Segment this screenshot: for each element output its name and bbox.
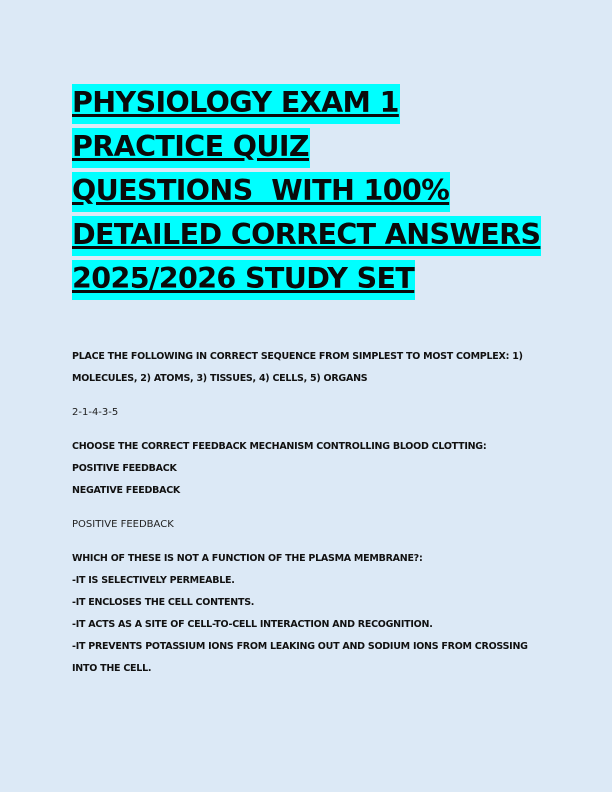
question-1-line-2: MOLECULES, 2) ATOMS, 3) TISSUES, 4) CELLS, 5) ORGANS bbox=[72, 373, 368, 384]
answer-1: 2-1-4-3-5 bbox=[72, 407, 119, 418]
question-2-line-1: CHOOSE THE CORRECT FEEDBACK MECHANISM CONTROLLING BLOOD CLOTTING: bbox=[72, 441, 487, 452]
title-line-text: QUESTIONS WITH 100% bbox=[72, 172, 450, 212]
title-line-text: PRACTICE QUIZ bbox=[72, 128, 310, 168]
question-3-line-1: WHICH OF THESE IS NOT A FUNCTION OF THE PLASMA MEMBRANE?: bbox=[72, 553, 423, 564]
answer-2: POSITIVE FEEDBACK bbox=[72, 519, 174, 530]
question-3-option-3: -IT ACTS AS A SITE OF CELL-TO-CELL INTERACTION AND RECOGNITION. bbox=[72, 619, 433, 630]
question-2-option-2: NEGATIVE FEEDBACK bbox=[72, 485, 181, 496]
question-2-option-1: POSITIVE FEEDBACK bbox=[72, 463, 177, 474]
title-line-text: 2025/2026 STUDY SET bbox=[72, 260, 415, 300]
title-line bbox=[72, 172, 542, 216]
title-line-text: DETAILED CORRECT ANSWERS bbox=[72, 216, 541, 256]
title-line bbox=[72, 216, 542, 260]
question-3-option-2: -IT ENCLOSES THE CELL CONTENTS. bbox=[72, 597, 255, 608]
title-line-text: PHYSIOLOGY EXAM 1 bbox=[72, 84, 400, 124]
question-1-line-1: PLACE THE FOLLOWING IN CORRECT SEQUENCE FROM SIMPLEST TO MOST COMPLEX: 1) bbox=[72, 351, 523, 362]
question-3-option-4-cont: INTO THE CELL. bbox=[72, 663, 152, 674]
question-3-option-4: -IT PREVENTS POTASSIUM IONS FROM LEAKING OUT AND SODIUM IONS FROM CROSSING bbox=[72, 641, 528, 652]
question-3-option-1: -IT IS SELECTIVELY PERMEABLE. bbox=[72, 575, 235, 586]
title-line bbox=[72, 128, 542, 172]
title-line bbox=[72, 84, 542, 128]
document-title bbox=[72, 84, 542, 304]
title-line bbox=[72, 260, 542, 304]
